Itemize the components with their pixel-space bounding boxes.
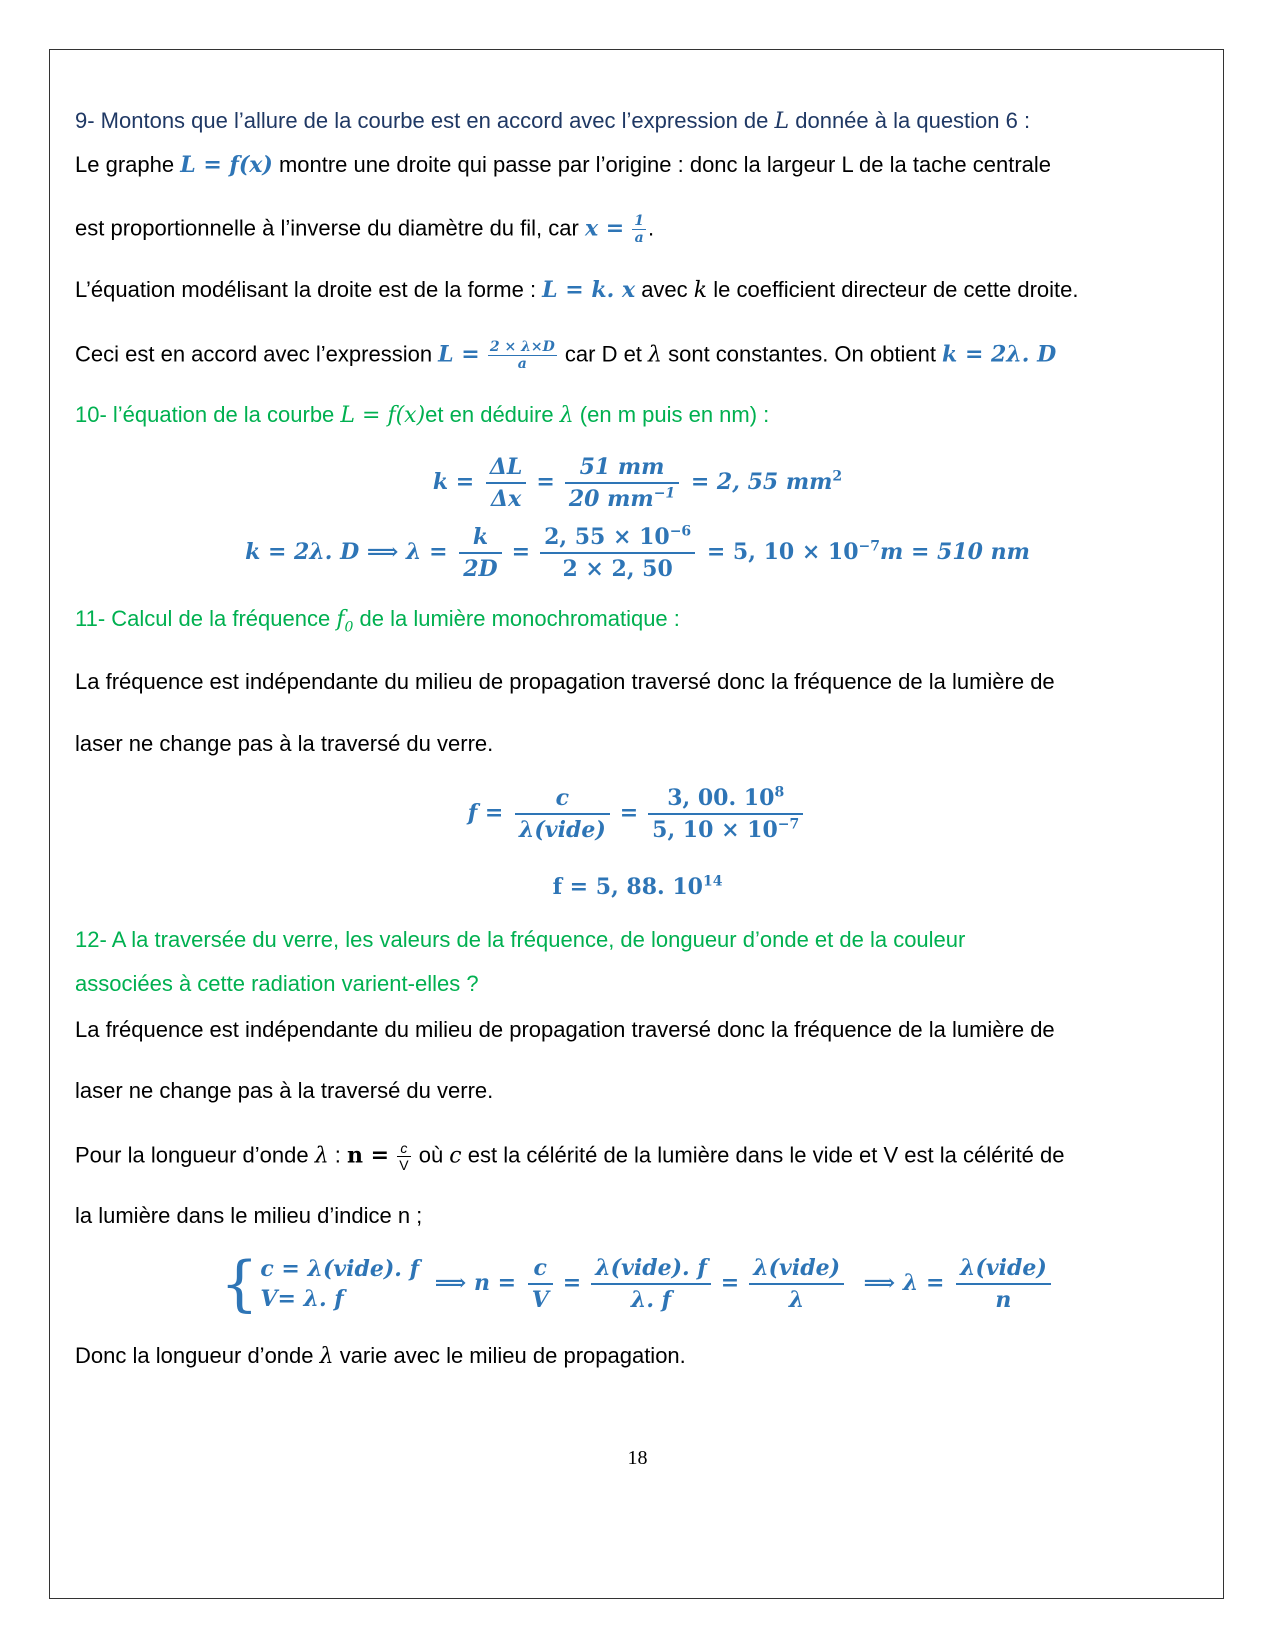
equation-L-fx: L = f(x) xyxy=(180,152,273,178)
q10-equation-1: k = $\frac{\Delta L}{\Delta x}$ = $\frac{51 mm}{20 mm^{-1}}$ = 2, 55 $mm^2$ xyxy=(432,454,843,512)
q10-heading: 10- l’équation de la courbe L = f(x)et en déduire λ (en m puis en nm) : xyxy=(75,402,770,428)
q12-equation-system: { c = λ(vide). f V= λ. f ⟹ n = $\frac{c}{V}$ = $\frac{\text{λ(vide). f}}{\lambda. f}$ = $\frac{\text{λ(vide)}}{\lambda}$ ⟹ λ = $\frac{\text{λ(vide)}}{n}$ xyxy=(0,1253,1275,1315)
q12-paragraph-4: la lumière dans le milieu d’indice n ; xyxy=(75,1203,423,1228)
q9-heading: 9- Montons que l’allure de la courbe est en accord avec l’expression de L donnée à la question 6 : xyxy=(75,108,1031,134)
q9-paragraph-2: est proportionnelle à l’inverse du diamètre du fil, car x = $\frac{1}{a}$ . xyxy=(75,213,655,246)
q12-paragraph-1: La fréquence est indépendante du milieu de propagation traversé donc la fréquence de la lumière de xyxy=(75,1017,1055,1042)
fraction-c-over-v: $\frac{c}{V}$ xyxy=(399,1140,409,1173)
q12-paragraph-3: Pour la longueur d’onde λ : n = $\frac{c}{V}$ où c est la célérité de la lumière dans le vide et V est la célérité de xyxy=(75,1140,1065,1173)
page-number: 18 xyxy=(627,1447,648,1469)
fraction-L-expression: $\frac{2 \times \lambda\times D}{a}$ xyxy=(489,339,555,372)
fraction-1-over-a: $\frac{1}{a}$ xyxy=(634,213,645,246)
q11-paragraph-1: La fréquence est indépendante du milieu de propagation traversé donc la fréquence de la lumière de xyxy=(75,669,1055,694)
q12-conclusion: Donc la longueur d’onde λ varie avec le milieu de propagation. xyxy=(75,1343,686,1369)
q9-paragraph-4: Ceci est en accord avec l’expression L = $\frac{2 \times \lambda\times D}{a}$ car D et λ sont constantes. On obtient k = 2λ. D xyxy=(75,339,1057,372)
q11-equation-1: f = $\frac{c}{\text{λ(vide)}}$ = $\frac{3, 00. 10^8}{5, 10 \times 10^{-7}}$ xyxy=(0,783,1275,845)
q11-paragraph-2: laser ne change pas à la traversé du verre. xyxy=(75,731,494,756)
q12-heading-line-2: associées à cette radiation varient-elles ? xyxy=(75,971,479,996)
q11-equation-2: f = 5, 88. $10^{14}$ xyxy=(552,873,723,900)
q10-equation-2: k = 2λ. D ⟹ λ = $\frac{k}{2D}$ = $\frac{2, 55 \times 10^{-6}}{2 \times 2, 50}$ = 5, $10 \times 10^{-7}m = 510$ nm xyxy=(245,523,1030,582)
q12-paragraph-2: laser ne change pas à la traversé du verre. xyxy=(75,1078,494,1103)
q11-heading: 11- Calcul de la fréquence $f_0$ de la lumière monochromatique : xyxy=(75,606,680,636)
q12-heading-line-1: 12- A la traversée du verre, les valeurs de la fréquence, de longueur d’onde et de la couleur xyxy=(75,927,966,952)
q9-paragraph-1: Le graphe L = f(x) montre une droite qui passe par l’origine : donc la largeur L de la tache centrale xyxy=(75,152,1052,178)
q9-paragraph-3: L’équation modélisant la droite est de la forme : L = k. x avec k le coefficient directeur de cette droite. xyxy=(75,277,1079,303)
